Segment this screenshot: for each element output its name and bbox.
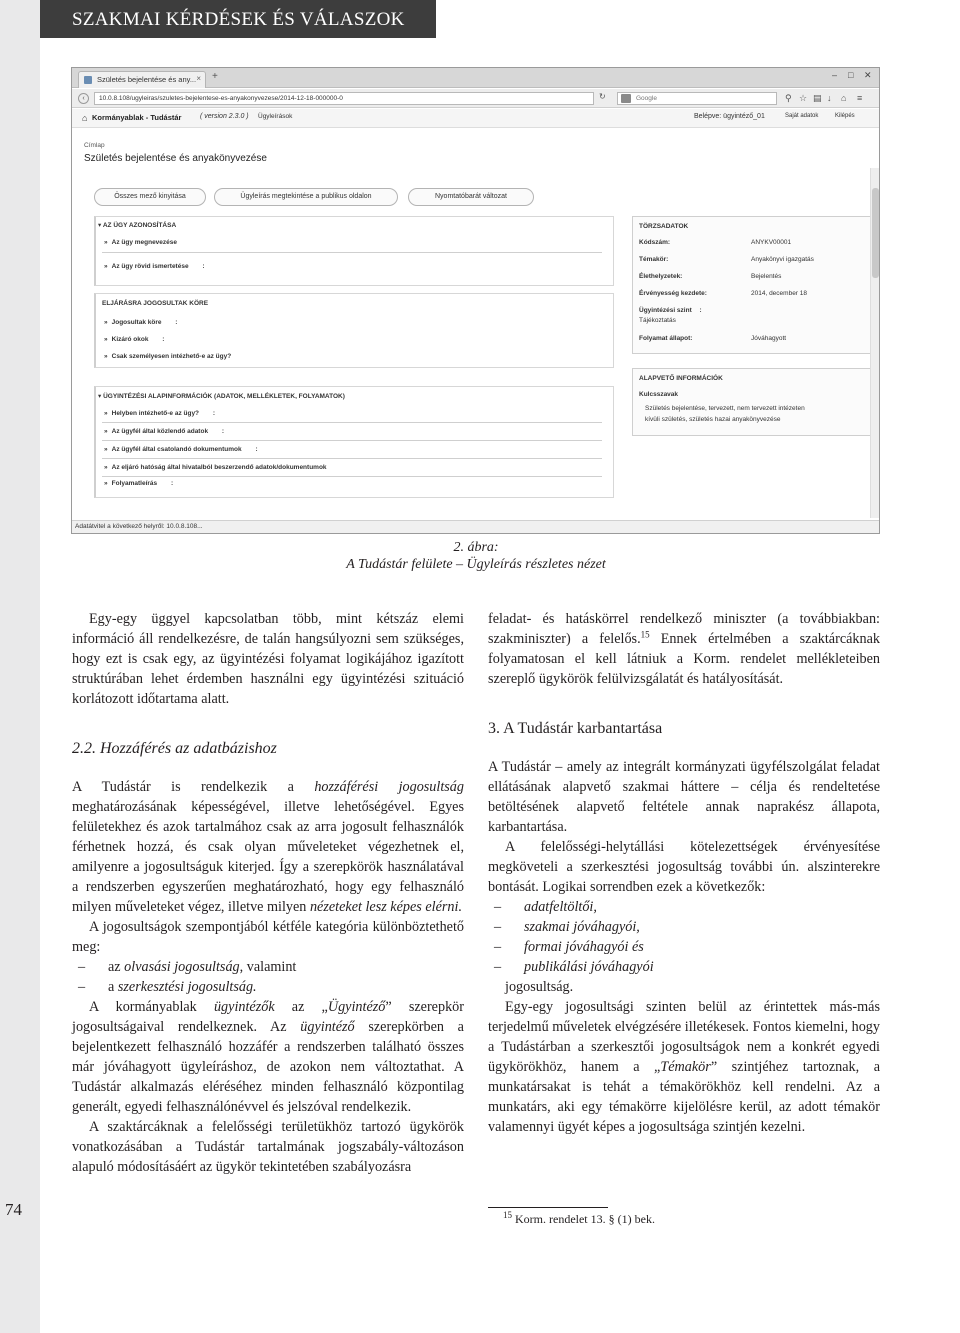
app-title[interactable]: Kormányablak - Tudástár [92, 113, 182, 122]
topic-label: Témakör: [639, 256, 669, 263]
footnote: $^{15}$ Korm. rendelet 13. § (1) bek. [503, 1210, 655, 1226]
star-icon[interactable]: ☆ [799, 93, 808, 103]
tab-title: Születés bejelentése és any... [97, 75, 197, 84]
expand-icon: » [104, 410, 108, 417]
basic-information-panel [632, 368, 872, 436]
search-box[interactable] [617, 92, 777, 105]
page-title: Születés bejelentése és anyakönyvezése [84, 153, 267, 164]
page-favicon-icon [84, 76, 92, 84]
search-placeholder: Google [636, 95, 657, 102]
expand-icon: » [104, 353, 108, 360]
topic-value: Anyakönyvi igazgatás [751, 256, 814, 263]
field-row[interactable]: » Helyben intézhető-e az ügy? : [104, 410, 216, 417]
section-header-title: SZAKMAI KÉRDÉSEK ÉS VÁLASZOK [72, 9, 405, 30]
level-label: Ügyintézési szint : [639, 307, 702, 314]
app-header [72, 109, 879, 128]
page-number: 74 [5, 1200, 22, 1219]
field-row[interactable]: » Jogosultak köre : [104, 319, 178, 326]
level-value: Tájékoztatás [639, 317, 676, 324]
paragraph: Egy-egy jogosultsági szinten belül az érintettek más-más terjedelmű műveletek elvégzésére illetékesek. Fontos kiemelni, hogy a Tudástárban a szerkesztői jogosultságok nem a konkrét egyedi ügykörökhöz, hanem a „Témakör” szintjéhez tartoznak, a munkatársakat is tehát a témakörökhöz kell rendelni. Az a munkatárs, aki egy témakörre kijelölésre kerül, az adott témakör valamennyi ügyét képes a jogosultsága szintjén kezelni. [488, 999, 880, 1135]
app-home-icon[interactable]: ⌂ [82, 113, 88, 123]
open-all-fields-button[interactable]: Összes mező kinyitása [94, 188, 206, 206]
field-row[interactable]: » Az ügyfél által csatolandó dokumentumok : [104, 446, 258, 453]
keywords-line: Születés bejelentése, tervezett, nem tervezett intézeten [645, 405, 805, 412]
address-bar[interactable]: 10.0.8.108/ugyleiras/szuletes-bejelentese-es-anyakonyvezese/2014-12-18-000000-0 [94, 92, 594, 105]
print-view-button[interactable]: Nyomtatóbarát változat [408, 188, 534, 206]
app-version: ( version 2.3.0 ) [200, 113, 249, 120]
magnifier-icon[interactable]: ⚲ [785, 93, 792, 103]
field-row[interactable]: » Az eljáró hatóság által hivatalból beszerzendő adatok/dokumentumok [104, 464, 327, 471]
expand-icon: » [104, 428, 108, 435]
divider [102, 422, 602, 423]
browser-nav-bar [72, 89, 879, 108]
list-item: – adatfeltöltői, [494, 899, 597, 915]
keywords-label: Kulcsszavak [639, 391, 679, 398]
paragraph: A jogosultságok szempontjából kétféle kategória különböztethető meg: [72, 919, 464, 955]
paragraph: A felelősségi-helytállási kötelezettségek érvényesítése megköveteli a szerkesztési jogosultság további ún. alszinterekre bontását. Logikai sorrendben ezek a következők: [488, 839, 880, 895]
own-data-link[interactable]: Saját adatok [785, 113, 819, 119]
figure-caption-number: 2. ábra: [453, 540, 499, 555]
browser-status-bar: Adatátvitel a következő helyről: 10.0.8.108... [72, 520, 880, 534]
new-tab-icon[interactable]: + [212, 71, 218, 82]
master-data-title: TÖRZSADATOK [639, 223, 689, 230]
list-item: – szakmai jóváhagyói, [494, 919, 640, 935]
home-icon[interactable]: ⌂ [841, 93, 847, 103]
code-value: ANYKV00001 [751, 239, 792, 246]
expand-icon: » [104, 446, 108, 453]
footnote-ref[interactable]: 15 [640, 629, 650, 640]
divider [102, 252, 602, 253]
code-label: Kódszám: [639, 239, 671, 246]
page-margin-strip [0, 0, 40, 1333]
field-row[interactable]: » Az ügy rövid ismertetése : [104, 263, 205, 270]
paragraph: Egy-egy üggyel kapcsolatban több, mint kétszáz elemi információ áll rendelkezésre, de talán hangsúlyozni sem szükséges, hogy ezt is csak egy, az ügyintézési folyamat logikájához igazított struktúrában lehet érdemben használni egy ügyintézési szituáció korlátozott időtartama alatt. [72, 611, 464, 707]
figure-caption-text: A Tudástár felülete – Ügyleírás részletes nézet [346, 557, 606, 572]
paragraph: feladat- és hatáskörrel rendelkező miniszter (a továbbiakban: szakminiszter) a felelős.$^{15}$ Ennek értelmében a szaktárcáknak folyamatosan el kell látniuk a Korm. rendelet mellékleteiben szereplő ügykörök felülvizsgálatát és hatályosítását. [488, 611, 880, 687]
case-descriptions-link[interactable]: Ügyleírások [258, 113, 293, 120]
basic-info-section-title[interactable]: ▾ ÜGYINTÉZÉSI ALAPINFORMÁCIÓK (ADATOK, MELLÉKLETEK, FOLYAMATOK) [98, 393, 345, 400]
public-view-button[interactable]: Ügyleírás megtekintése a publikus oldalon [214, 188, 398, 206]
process-status-label: Folyamat állapot: [639, 335, 693, 342]
chevron-down-icon: ▾ [98, 222, 102, 229]
life-event-label: Élethelyzetek: [639, 273, 683, 280]
master-data-panel [632, 216, 872, 354]
divider [102, 458, 602, 459]
field-row[interactable]: » Az ügyfél által közlendő adatok : [104, 428, 225, 435]
divider [102, 476, 602, 477]
tab-close-icon[interactable]: × [196, 74, 201, 83]
expand-icon: » [104, 263, 108, 270]
expand-icon: » [104, 464, 108, 471]
download-icon[interactable]: ↓ [827, 93, 832, 103]
close-window-icon[interactable]: ✕ [864, 70, 872, 80]
bookmarks-icon[interactable]: ▤ [813, 93, 822, 103]
keywords-line: kívüli születés, születés hazai anyakönyvezése [645, 416, 781, 423]
life-event-value: Bejelentés [751, 273, 782, 280]
basic-information-title: ALAPVETŐ INFORMÁCIÓK [639, 375, 723, 382]
section-heading: 2.2. Hozzáférés az adatbázishoz [72, 740, 277, 757]
list-item: – publikálási jóváhagyói [494, 959, 654, 975]
menu-icon[interactable]: ≡ [857, 93, 863, 103]
field-row[interactable]: » Folyamatleírás : [104, 480, 174, 487]
field-row[interactable]: » Kizáró okok : [104, 336, 165, 343]
scrollbar-thumb[interactable] [872, 188, 879, 278]
field-row[interactable]: » Csak személyesen intézhető-e az ügy? [104, 353, 232, 360]
paragraph: A szaktárcáknak a felelősségi területükhöz tartozó ügykörök vonatkozásában a Tudástár tartalmának jogszabály-változáson alapuló módosításáért az ügykör tekintetében szabályozásra [72, 1119, 464, 1175]
section-heading: 3. A Tudástár karbantartása [488, 720, 663, 737]
minimize-icon[interactable]: – [832, 70, 838, 80]
list-item: – az olvasási jogosultság, valamint [78, 959, 297, 975]
footnote-rule [488, 1207, 608, 1208]
browser-tab[interactable] [78, 71, 206, 88]
expand-icon: » [104, 480, 108, 487]
paragraph: A Tudástár is rendelkezik a hozzáférési jogosultság meghatározásának képességével, illetve lehetőségével. Egyes felületekhez és azok tartalmához csak az arra jogosult felhasználók férhetnek hozzá, és csak olyan műveleteket végezhetnek el, amilyenre a jogosultságuk kiterjed. Így a szerepkörök használatával a rendszerben egyszerűen meghatározható, hogy egy felhasználó milyen műveleteket végez, illetve milyen nézeteket lesz képes elérni. [72, 779, 464, 915]
right-column [488, 609, 880, 1137]
scrollbar[interactable] [870, 168, 879, 518]
list-item: – formai jóváhagyói és [494, 939, 644, 955]
left-column [72, 609, 464, 1177]
field-row[interactable]: » Az ügy megnevezése [104, 239, 178, 246]
back-icon[interactable]: ‹ [78, 93, 89, 104]
paragraph: A Tudástár – amely az integrált kormányzati ügyfélszolgálat feladat ellátásának alapvető szakmai háttere – célja és rendeltetése betöltésének alapvető feltétele annak naprakész állapota, karbantartása. [488, 759, 880, 835]
google-icon [621, 94, 631, 103]
figure-screenshot [71, 67, 880, 534]
case-id-section-title[interactable]: ▾ AZ ÜGY AZONOSÍTÁSA [98, 222, 177, 229]
list-item: – a szerkesztési jogosultság. [78, 979, 257, 995]
paragraph: A kormányablak ügyintézők az „Ügyintéző” szerepkör jogosultságaival rendelkeznek. Az ügyintéző szerepkörben a bejelentkezett felhasználó hozzáfér a rendszerben található összes már jóváhagyott ügyleíráshoz, de azokon nem változtathat. A Tudástár alkalmazás eléréséhez minden felhasználó központilag generált, egyedi felhasználónévvel és jelszóval rendelkezik. [72, 999, 464, 1115]
breadcrumb[interactable]: Címlap [84, 142, 105, 149]
expand-icon: » [104, 239, 108, 246]
expand-icon: » [104, 336, 108, 343]
logout-link[interactable]: Kilépés [835, 113, 855, 119]
chevron-down-icon: ▾ [98, 393, 102, 400]
valid-from-label: Érvényesség kezdete: [639, 290, 707, 297]
valid-from-value: 2014, december 18 [751, 290, 808, 297]
eligible-section-title[interactable]: ELJÁRÁSRA JOGOSULTAK KÖRE [102, 300, 209, 307]
process-status-value: Jóváhagyott [751, 335, 787, 342]
logged-in-user: Belépve: ügyintéző_01 [694, 113, 765, 120]
paragraph: jogosultság. [505, 979, 574, 995]
reload-icon[interactable]: ↻ [599, 92, 606, 101]
maximize-icon[interactable]: □ [848, 70, 854, 80]
browser-tab-bar [72, 68, 879, 88]
divider [102, 440, 602, 441]
expand-icon: » [104, 319, 108, 326]
